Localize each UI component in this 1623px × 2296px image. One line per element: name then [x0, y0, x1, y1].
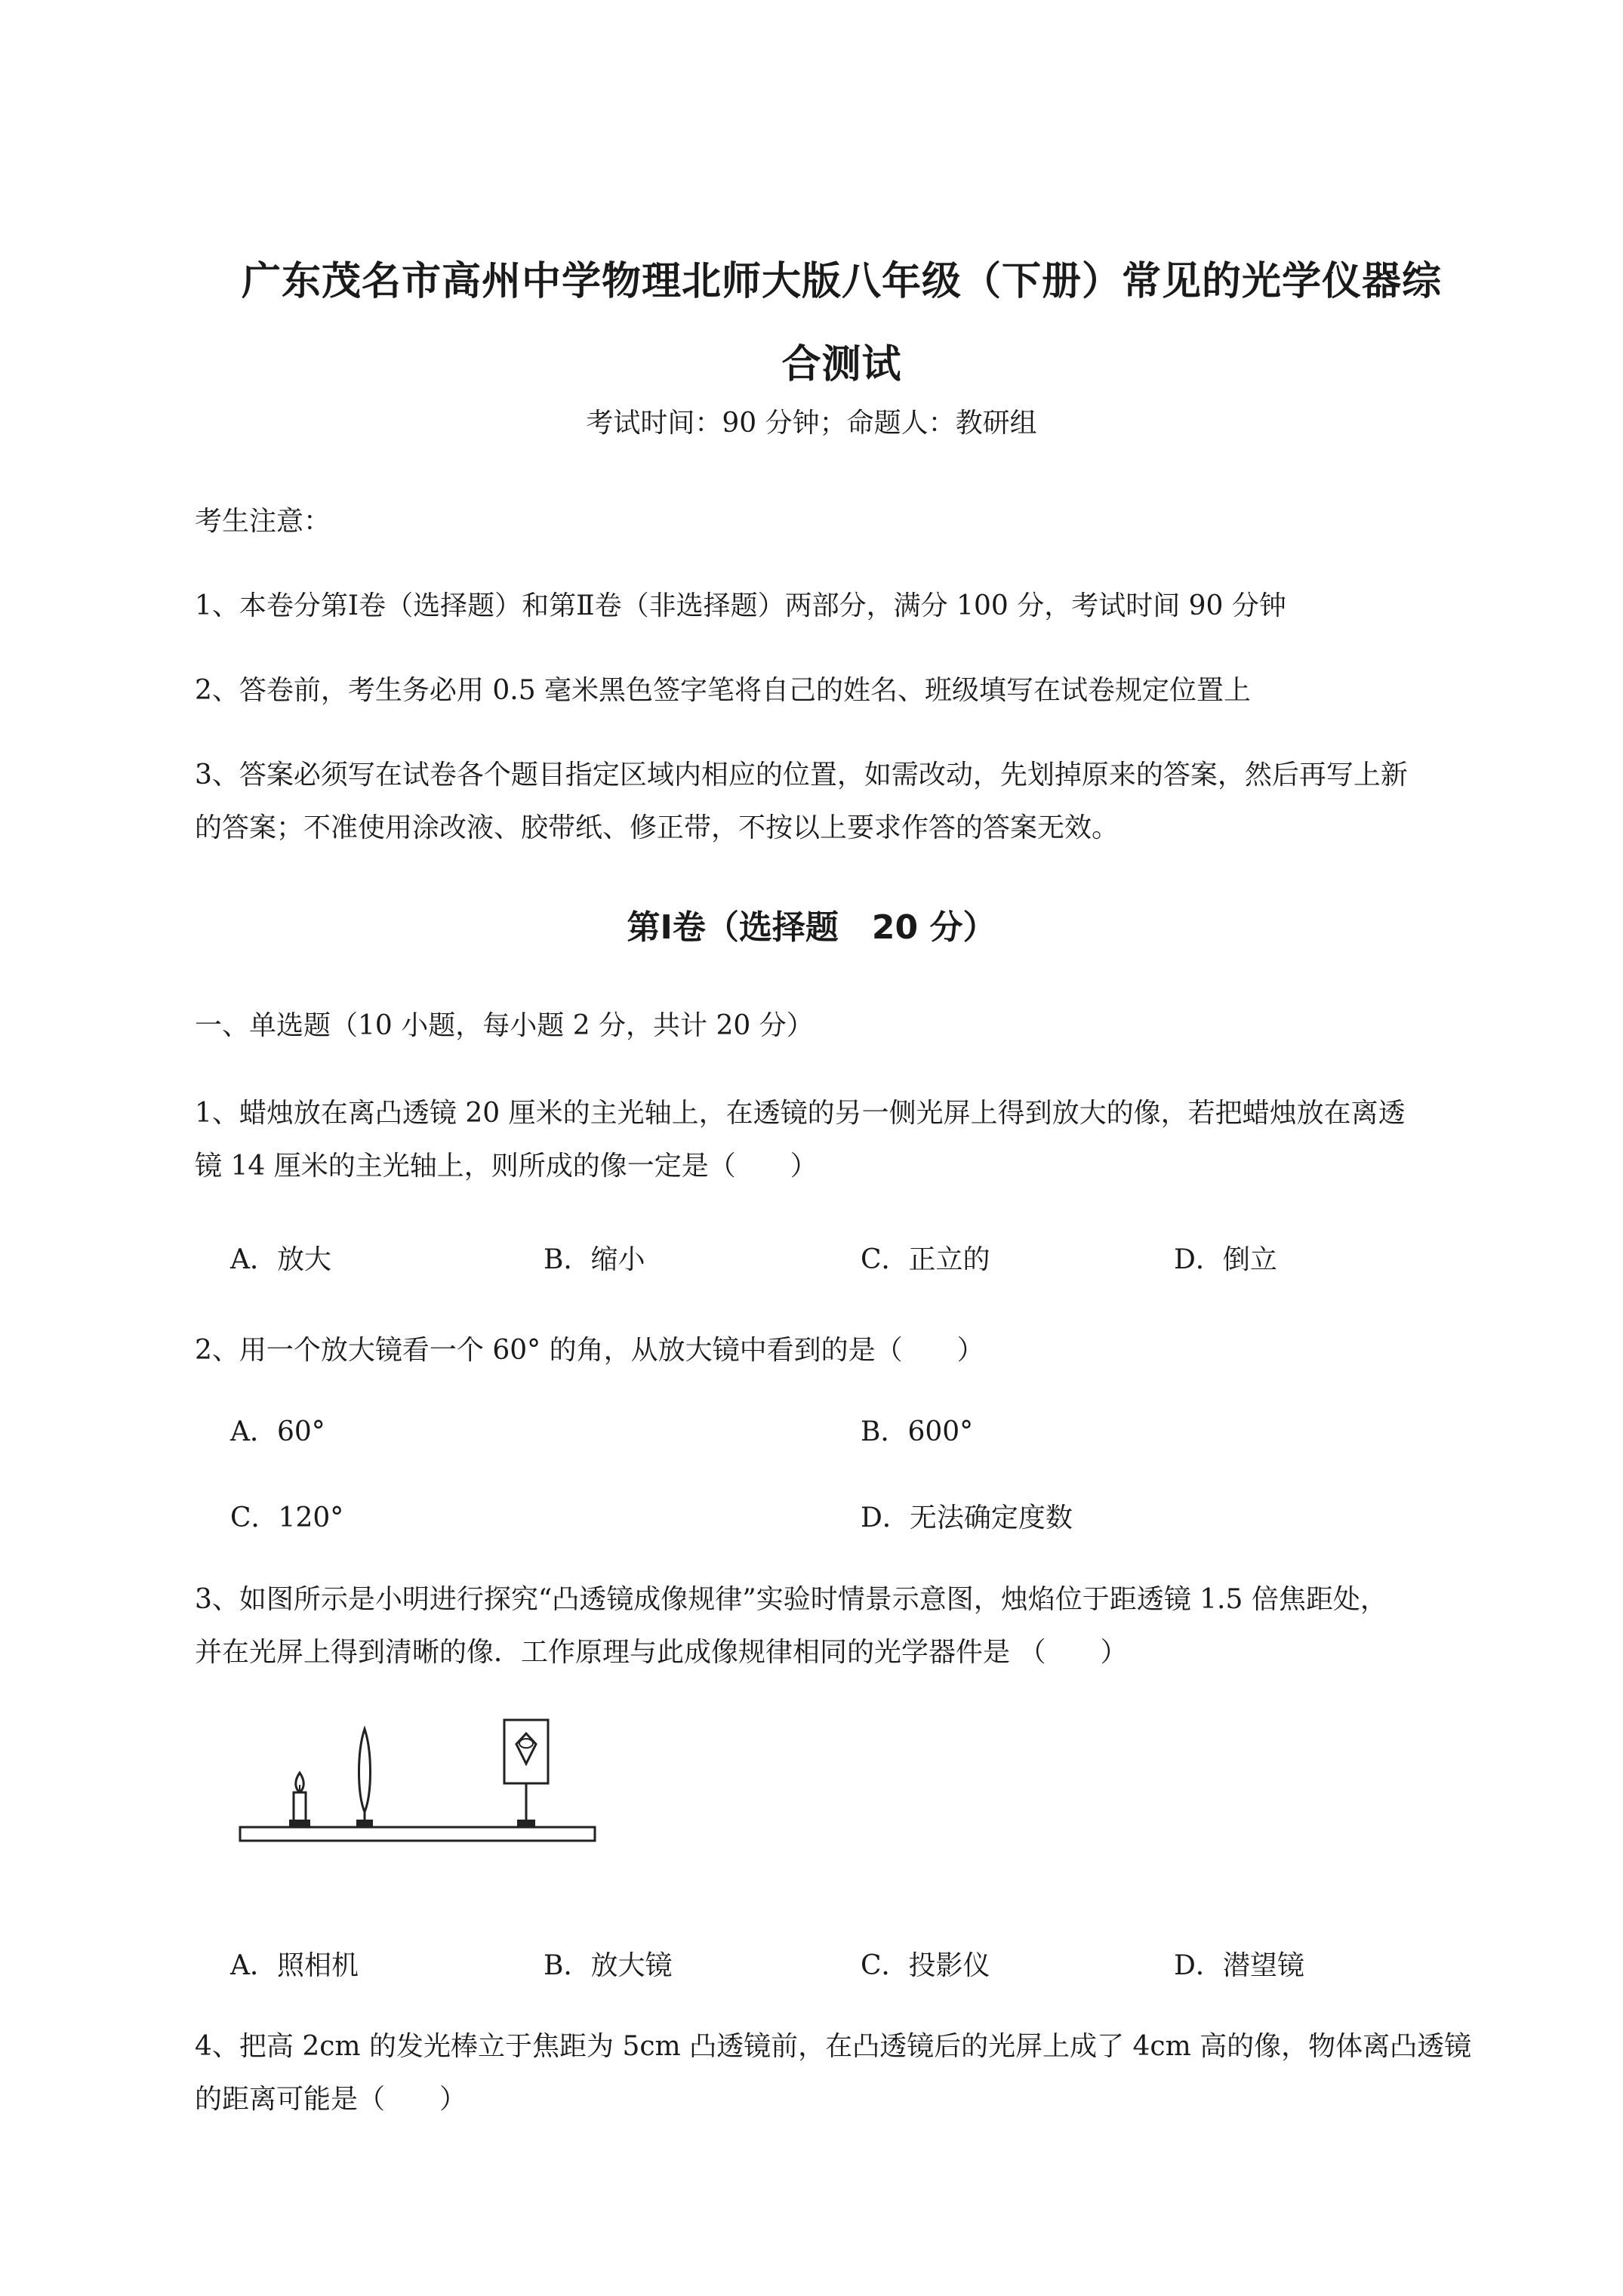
- notice-2: 2、答卷前，考生务必用 0.5 毫米黑色签字笔将自己的姓名、班级填写在试卷规定位置上: [195, 675, 1252, 706]
- exam-title: [181, 240, 1502, 406]
- question-3-option-a[interactable]: A．照相机: [230, 1950, 359, 1981]
- question-1-option-c[interactable]: C．正立的: [861, 1244, 990, 1275]
- question-4-line-1: 4、把高 2cm 的发光棒立于焦距为 5cm 凸透镜前，在凸透镜后的光屏上成了 4cm 高的像，物体离凸透镜: [195, 2031, 1472, 2062]
- optical-bench: [240, 1827, 595, 1841]
- question-1-option-a[interactable]: A．放大: [230, 1244, 331, 1275]
- question-1-option-b[interactable]: B．缩小: [544, 1244, 645, 1275]
- candle-icon: [289, 1773, 310, 1827]
- notice-heading: 考生注意：: [195, 506, 331, 537]
- question-1-line-1: 1、蜡烛放在离凸透镜 20 厘米的主光轴上，在透镜的另一侧光屏上得到放大的像，若把蜡烛放在离透: [195, 1098, 1406, 1129]
- question-3-line-1: 3、如图所示是小明进行探究“凸透镜成像规律”实验时情景示意图，烛焰位于距透镜 1.5 倍焦距处，: [195, 1584, 1387, 1615]
- question-2-option-d[interactable]: D．无法确定度数: [861, 1502, 1073, 1533]
- convex-lens-icon: [356, 1729, 373, 1827]
- notice-3-line-1: 3、答案必须写在试卷各个题目指定区域内相应的位置，如需改动，先划掉原来的答案，然后再写上新: [195, 760, 1408, 791]
- notice-3-line-2: 的答案；不准使用涂改液、胶带纸、修正带，不按以上要求作答的答案无效。: [195, 812, 1119, 843]
- question-1-option-d[interactable]: D．倒立: [1174, 1244, 1277, 1275]
- light-screen-icon: [504, 1720, 548, 1827]
- part-heading: 一、单选题（10 小题，每小题 2 分，共计 20 分）: [195, 1010, 814, 1041]
- exam-subtitle: 考试时间：90 分钟；命题人：教研组: [586, 408, 1037, 439]
- question-3-option-b[interactable]: B．放大镜: [544, 1950, 673, 1981]
- question-2-option-a[interactable]: A．60°: [230, 1416, 325, 1447]
- question-4-line-2: 的距离可能是（ ）: [195, 2084, 467, 2115]
- question-3-option-c[interactable]: C．投影仪: [861, 1950, 990, 1981]
- question-1-line-2: 镜 14 厘米的主光轴上，则所成的像一定是（ ）: [195, 1151, 818, 1182]
- title-line-2: 合测试: [781, 342, 902, 387]
- question-2-option-b[interactable]: B．600°: [861, 1416, 974, 1447]
- lens-experiment-figure: [234, 1714, 604, 1865]
- section-heading: 第Ⅰ卷（选择题 20 分）: [627, 908, 996, 947]
- notice-1: 1、本卷分第Ⅰ卷（选择题）和第Ⅱ卷（非选择题）两部分，满分 100 分，考试时间 90 分钟: [195, 590, 1286, 621]
- question-3-option-d[interactable]: D．潜望镜: [1174, 1950, 1304, 1981]
- question-2-option-c[interactable]: C．120°: [230, 1502, 344, 1533]
- title-line-1: 广东茂名市高州中学物理北师大版八年级（下册）常见的光学仪器综: [241, 259, 1442, 304]
- question-2-line-1: 2、用一个放大镜看一个 60° 的角，从放大镜中看到的是（ ）: [195, 1335, 984, 1366]
- question-3-line-2: 并在光屏上得到清晰的像．工作原理与此成像规律相同的光学器件是 （ ）: [195, 1637, 1128, 1668]
